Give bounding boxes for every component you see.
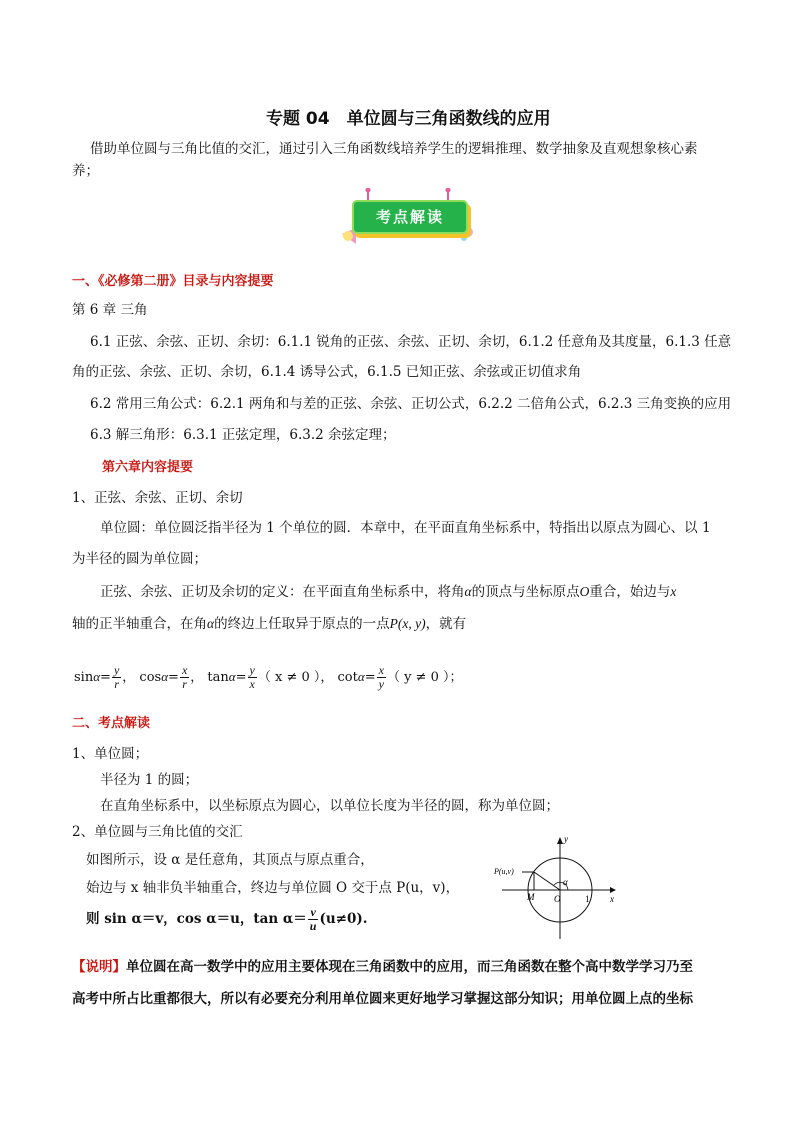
item-intersection: 2、单位圆与三角比值的交汇 xyxy=(72,824,243,840)
intro-line-1: 借助单位圆与三角比值的交汇，通过引入三角函数线培养学生的逻辑推理、数学抽象及直观想象核心素 xyxy=(90,141,698,157)
toc-line-1b: 角的正弦、余弦、正切、余切，6.1.4 诱导公式，6.1.5 已知正弦、余弦或正切值求角 xyxy=(72,364,582,380)
note-line-b: 高考中所占比重都很大，所以有必要充分利用单位圆来更好地学习掌握这部分知识；用单位圆上点的坐标 xyxy=(72,991,693,1007)
item-intersection-b: 始边与 x 轴非负半轴重合，终边与单位圆 O 交于点 P(u，v)， xyxy=(86,880,460,896)
chapter-title: 第 6 章 三角 xyxy=(72,302,148,318)
alpha-symbol: α xyxy=(464,584,472,599)
label-p: P(u,v) xyxy=(494,867,514,876)
section1-heading: 一、《必修第二册》目录与内容提要 xyxy=(72,274,274,289)
toc-line-2: 6.2 常用三角公式：6.2.1 两角和与差的正弦、余弦、正切公式，6.2.2 二倍角公式，6.2.3 三角变换的应用 xyxy=(90,396,732,412)
intro-line-2: 养； xyxy=(72,163,99,179)
section2-heading: 二、考点解读 xyxy=(72,716,151,731)
label-one: 1 xyxy=(585,894,590,904)
unit-circle-def-a: 单位圆：单位圆泛指半径为 1 个单位的圆．本章中，在平面直角坐标系中，特指出以原点为圆心、以 1 xyxy=(100,520,711,536)
point-p: P(x, y) xyxy=(389,616,426,631)
fraction-y-over-r: $\frac{y}{r}$ xyxy=(113,663,120,691)
fraction-x-over-y: $\frac{x}{y}$ xyxy=(378,663,384,691)
trig-def-line-b: 轴的正半轴重合，在角α的终边上任取异于原点的一点P(x, y)，就有 xyxy=(72,616,467,632)
item-heading-trig: 1、正弦、余弦、正切、余切 xyxy=(72,490,243,506)
label-y: y xyxy=(564,834,568,844)
origin-symbol: O xyxy=(579,584,590,599)
chapter-summary-heading: 第六章内容提要 xyxy=(102,460,194,475)
item-intersection-a: 如图所示，设 α 是任意角，其顶点与原点重合， xyxy=(86,852,374,868)
toc-line-1a: 6.1 正弦、余弦、正切、余切：6.1.1 锐角的正弦、余弦、正切、余切，6.1.2 任意角及其度量，6.1.3 任意 xyxy=(90,334,732,350)
trig-def-line-a: 正弦、余弦、正切及余切的定义：在平面直角坐标系中，将角α的顶点与坐标原点O重合，始边与x xyxy=(100,584,677,600)
page-title: 专题 04 单位圆与三角函数线的应用 xyxy=(266,109,551,129)
note-line-a: 【说明】单位圆在高一数学中的应用主要体现在三角函数中的应用，而三角函数在整个高中数学学习乃至 xyxy=(72,959,693,975)
toc-line-3: 6.3 解三角形：6.3.1 正弦定理，6.3.2 余弦定理； xyxy=(90,427,396,443)
label-m: M xyxy=(527,892,535,902)
note-tag: 【说明】 xyxy=(72,959,126,975)
fraction-y-over-x: $\frac{y}{x}$ xyxy=(249,663,255,691)
item-unit-circle: 1、单位圆； xyxy=(72,746,149,762)
unit-circle-def-b: 为半径的圆为单位圆； xyxy=(72,551,207,567)
fraction-v-over-u: $\frac{v}{u}$ xyxy=(309,905,317,933)
label-x: x xyxy=(610,894,614,904)
item-unit-circle-a: 半径为 1 的圆； xyxy=(100,772,199,788)
label-o: O xyxy=(554,894,561,904)
fraction-x-over-r: $\frac{x}{r}$ xyxy=(181,663,188,691)
trig-formula-line: sinα= $\frac{y}{r}$ ， cosα= $\frac{x}{r}$ ， tanα= $\frac{y}{x}$ （ x ≠ 0 ）， cotα= $\frac{x}{y}$ （ y ≠ 0 ）； xyxy=(74,663,463,691)
terminal-side xyxy=(534,872,560,890)
label-alpha: α xyxy=(563,877,568,887)
item-unit-circle-b: 在直角坐标系中，以坐标原点为圆心，以单位长度为半径的圆，称为单位圆； xyxy=(100,798,559,814)
section-badge xyxy=(338,188,478,250)
unit-circle-figure xyxy=(492,834,622,944)
item-intersection-c: 则 sin α＝v，cos α＝u，tan α＝ $\frac{v}{u}$ (u≠0). xyxy=(86,905,368,933)
badge-label: 考点解读 xyxy=(352,200,468,234)
x-axis-arrow-icon xyxy=(610,887,616,893)
y-axis-arrow-icon xyxy=(557,837,563,844)
